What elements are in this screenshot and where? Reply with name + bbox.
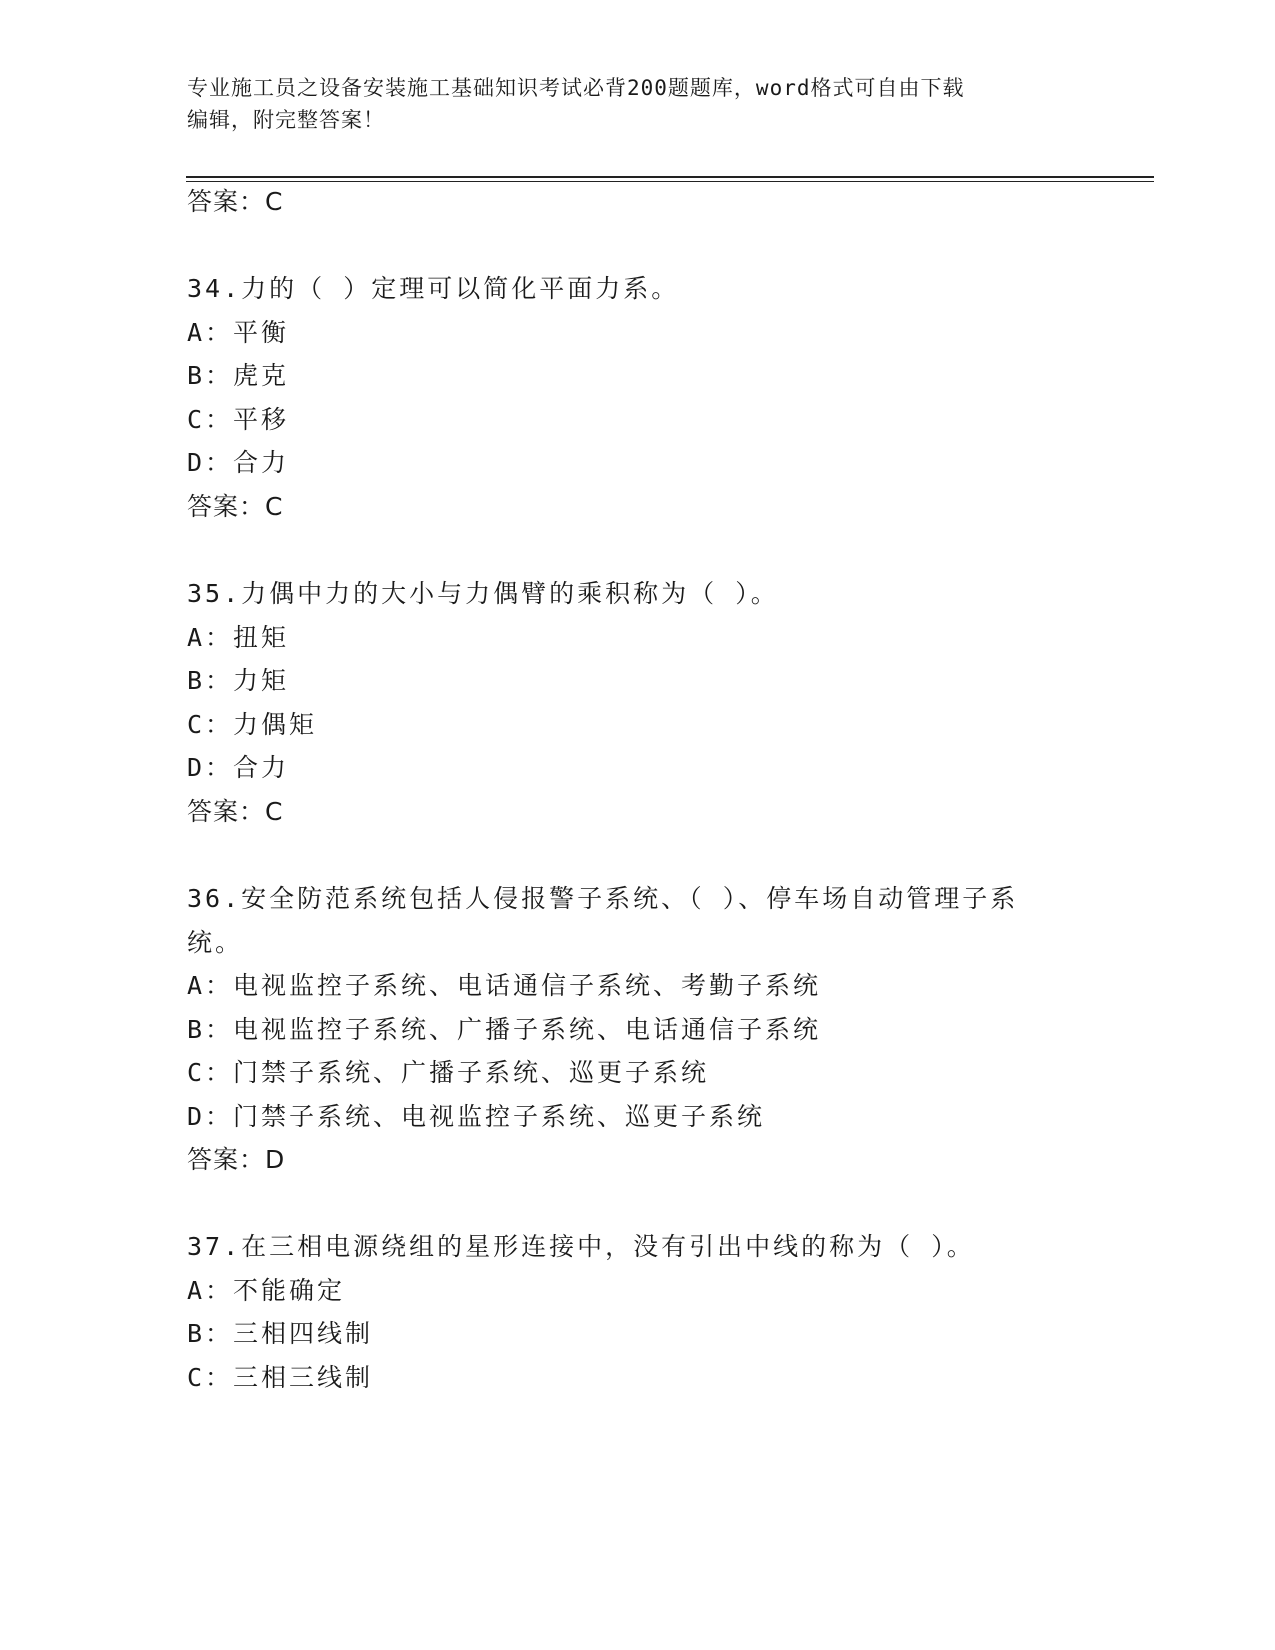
answer-35: 答案：C [187, 797, 284, 826]
header-divider-thick [186, 176, 1154, 178]
question-36-stem-line-2: 统。 [187, 928, 244, 957]
question-34-option-a: A：平衡 [187, 318, 290, 347]
question-34-stem: 34.力的（ ）定理可以简化平面力系。 [187, 274, 680, 303]
question-34-option-c: C：平移 [187, 405, 290, 434]
question-35-option-d: D：合力 [187, 753, 290, 782]
answer-36: 答案：D [187, 1145, 286, 1174]
question-34-option-b: B：虎克 [187, 361, 290, 390]
question-36-option-b: B：电视监控子系统、广播子系统、电话通信子系统 [187, 1015, 822, 1044]
question-37-option-a: A：不能确定 [187, 1276, 346, 1305]
header-line-2: 编辑，附完整答案！ [187, 108, 385, 132]
question-35-option-b: B：力矩 [187, 666, 290, 695]
header-line-1: 专业施工员之设备安装施工基础知识考试必背200题题库，word格式可自由下载 [187, 76, 965, 100]
question-36-option-d: D：门禁子系统、电视监控子系统、巡更子系统 [187, 1102, 766, 1131]
document-header [187, 72, 1067, 136]
question-37-option-c: C：三相三线制 [187, 1363, 374, 1392]
question-37-option-b: B：三相四线制 [187, 1319, 374, 1348]
question-37-stem: 37.在三相电源绕组的星形连接中，没有引出中线的称为（ ）。 [187, 1232, 975, 1261]
answer-34: 答案：C [187, 492, 284, 521]
answer-33: 答案：C [187, 187, 284, 216]
question-34-option-d: D：合力 [187, 448, 290, 477]
header-divider-thin [186, 181, 1154, 182]
question-35-option-c: C：力偶矩 [187, 710, 318, 739]
question-36-option-a: A：电视监控子系统、电话通信子系统、考勤子系统 [187, 971, 822, 1000]
question-35-option-a: A：扭矩 [187, 623, 290, 652]
question-36-option-c: C：门禁子系统、广播子系统、巡更子系统 [187, 1058, 710, 1087]
question-36-stem-line-1: 36.安全防范系统包括人侵报警子系统、（ ）、停车场自动管理子系 [187, 884, 1019, 913]
question-35-stem: 35.力偶中力的大小与力偶臂的乘积称为（ ）。 [187, 579, 779, 608]
